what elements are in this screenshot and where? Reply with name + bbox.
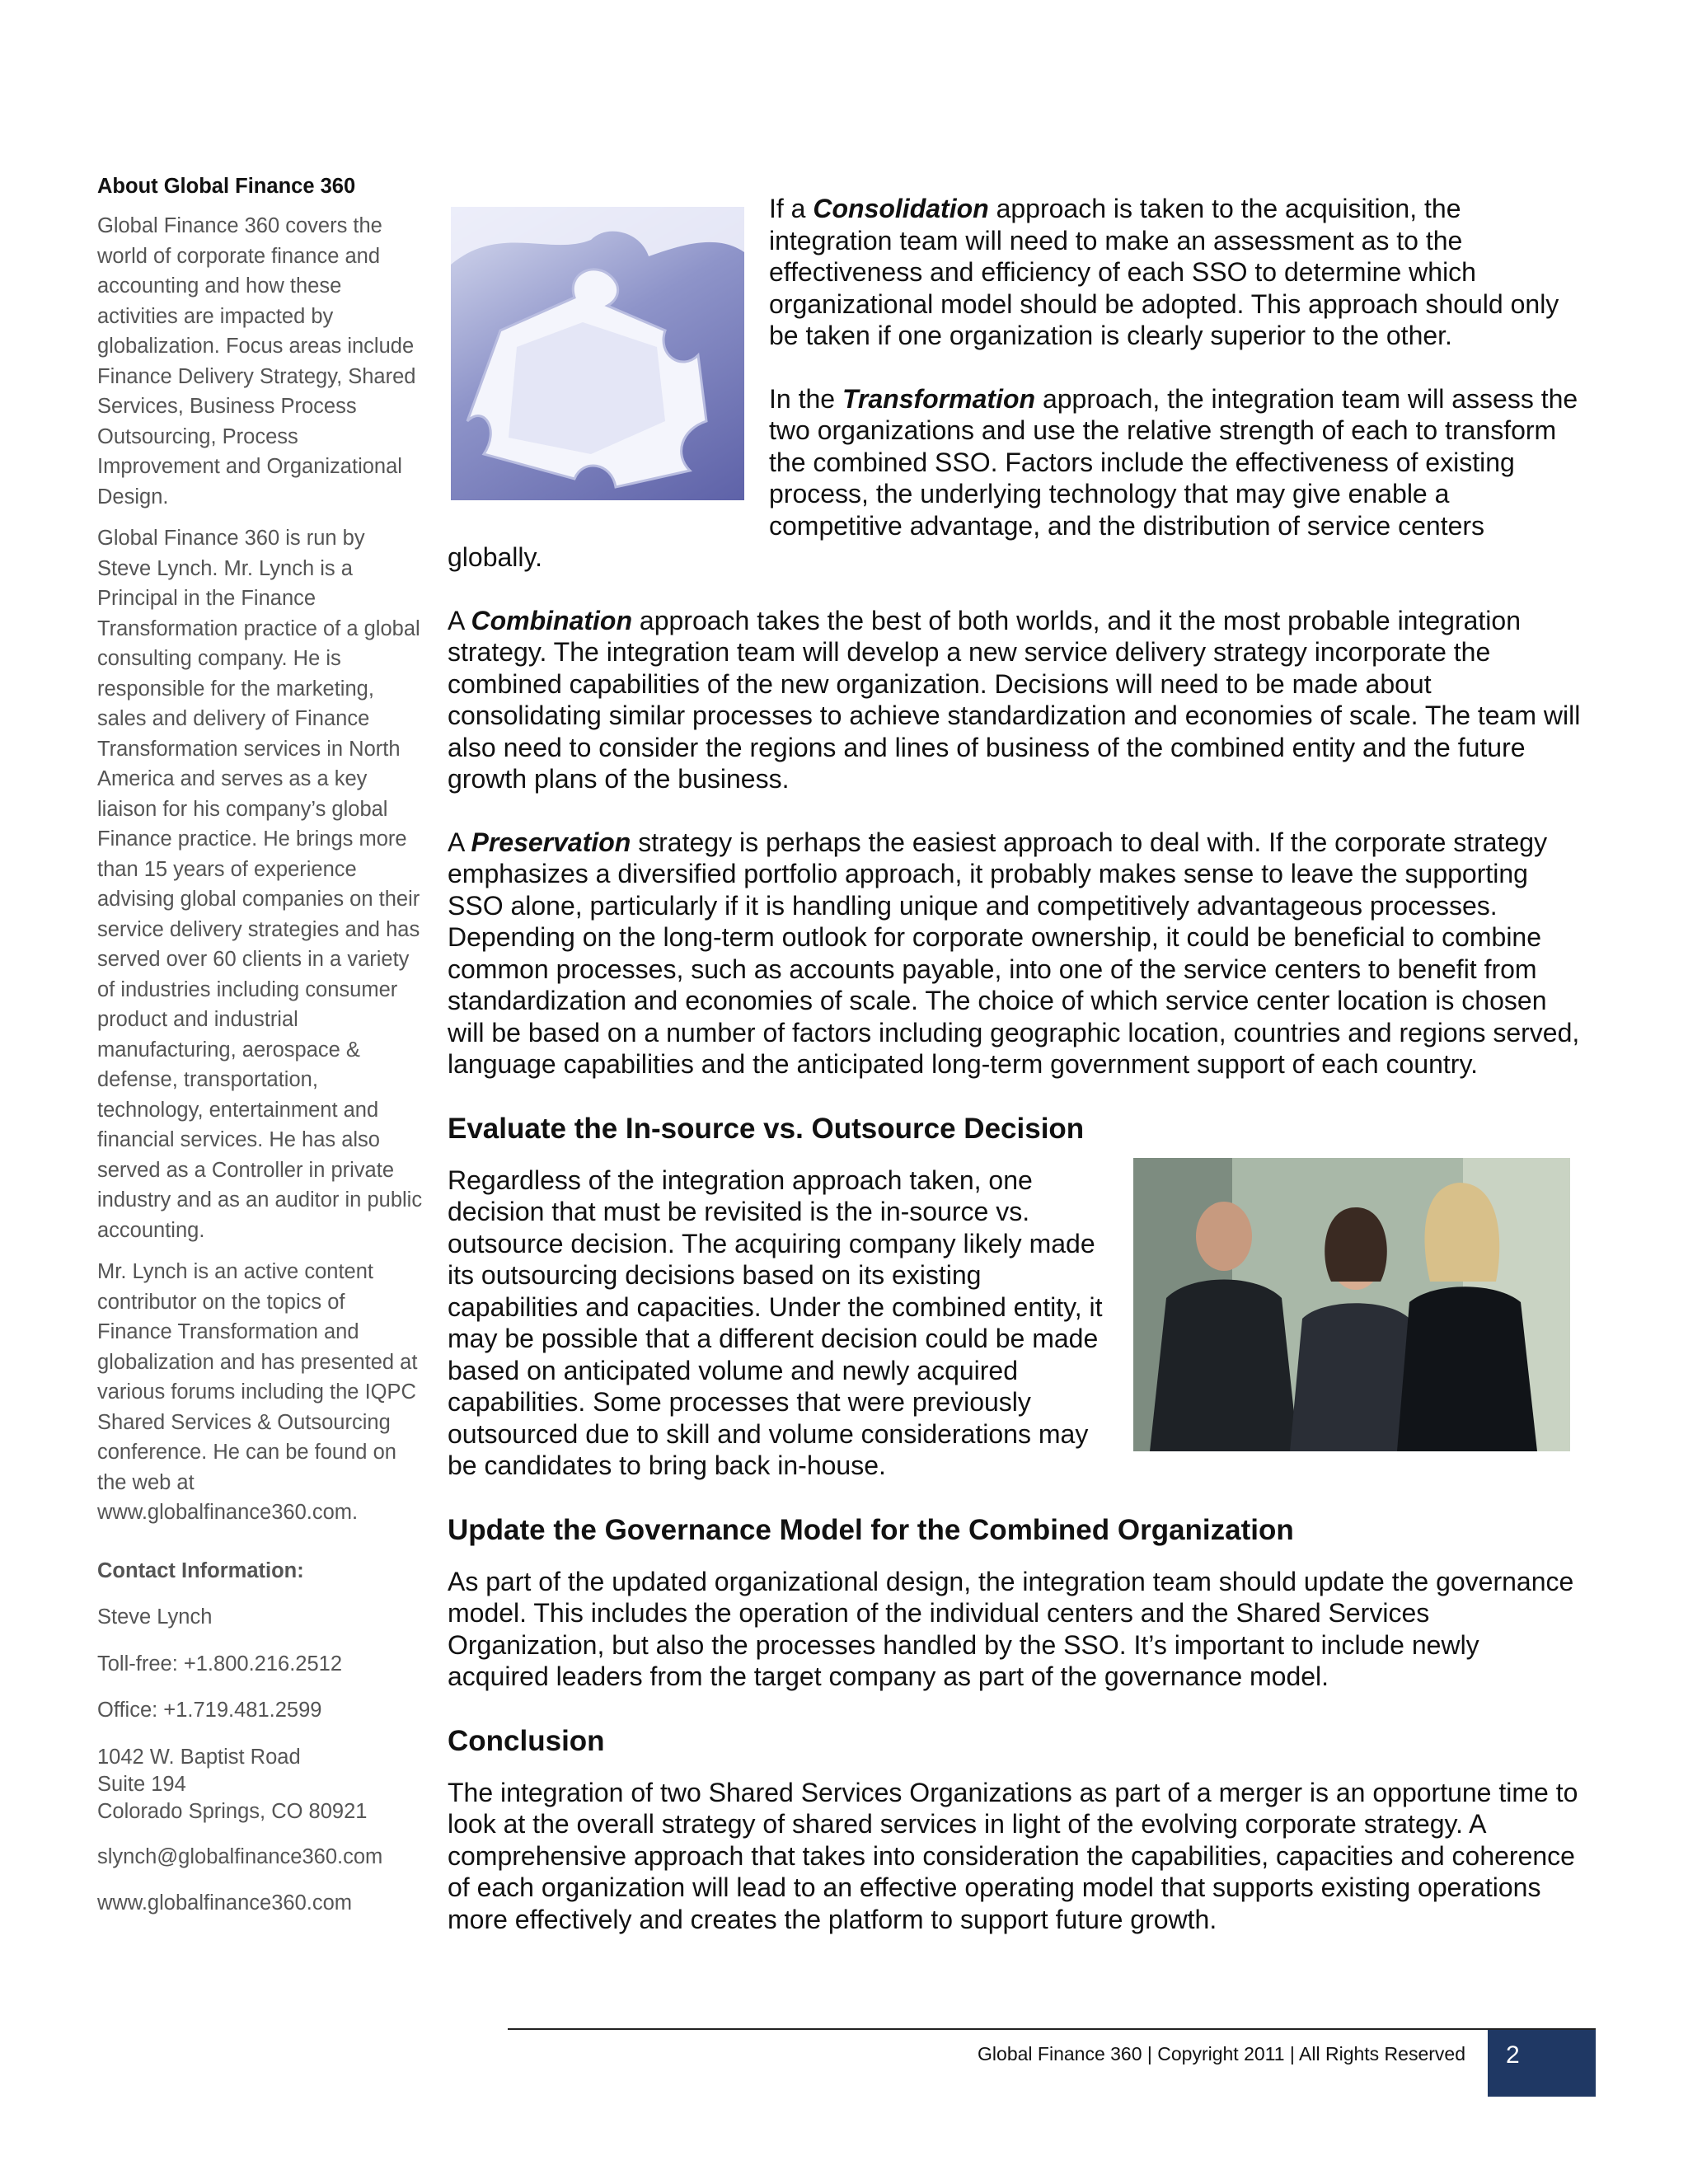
contact-office: Office: +1.719.481.2599 <box>97 1699 322 1722</box>
contact-website[interactable]: www.globalfinance360.com <box>97 1891 353 1915</box>
sidebar-bio-paragraph: Global Finance 360 is run by Steve Lynch. Mr. Lynch is a Principal in the Finance Transformation practice of a global consulting company. He is responsible for the marketing, sales and delivery of Finance Transformation services in North America and serves as a key liaison for his company’s global Finance practice. He brings more than 15 years of experience advising global companies on their service delivery strategies and has served over 60 clients in a variety of industries including consumer product and industrial manufacturing, aerospace & defense, transportation, technology, entertainment and financial services. He has also served as a Controller in private industry and as an auditor in public accounting. <box>97 527 423 1242</box>
transformation-term: Transformation <box>842 383 1036 414</box>
people-icon <box>1133 1158 1570 1451</box>
section-heading-insource: Evaluate the In-source vs. Outsource Decision <box>448 1112 1085 1145</box>
puzzle-piece-icon <box>451 207 744 500</box>
sidebar-title: About Global Finance 360 <box>97 175 356 198</box>
contact-email[interactable]: slynch@globalfinance360.com <box>97 1844 383 1868</box>
transformation-paragraph: In the Transformation approach, the integration team will assess the two organizations and use the relative strength of each to transform the combined SSO. Factors include the effectiveness of existing process, the underlying technology that may give enable a competitive advantage, and the distribution of service centers globally. <box>448 383 1578 572</box>
address-line-3: Colorado Springs, CO 80921 <box>97 1799 368 1823</box>
insource-paragraph: Regardless of the integration approach taken, one decision that must be revisited is the in-source vs. outsource decision. The acquiring company likely made its outsourcing decisions based on its existing capabilities and capacities. Under the combined entity, it may be possible that a different decision could be made based on anticipated volume and newly acquired capabilities. Some processes that were previously outsourced due to skill and volume considerations may be candidates to bring back in-house. <box>448 1165 1103 1480</box>
contact-address <box>97 1744 423 1825</box>
contact-name: Steve Lynch <box>97 1605 213 1629</box>
section-heading-governance: Update the Governance Model for the Combined Organization <box>448 1513 1294 1546</box>
consolidation-paragraph: If a Consolidation approach is taken to the acquisition, the integration team will need to make an assessment as to the effectiveness and efficiency of each SSO to determine which organizational model should be adopted. This approach should only be taken if one organization is clearly superior to the other. <box>769 194 1559 350</box>
conclusion-paragraph: The integration of two Shared Services Organizations as part of a merger is an opportune time to look at the overall strategy of shared services in light of the evolving corporate strategy. A comprehensive approach that takes into consideration the capabilities, capacities and coherence of each organization will lead to an effective operating model that supports existing operations more effectively and creates the platform to support future growth. <box>448 1777 1578 1934</box>
sidebar-about-paragraph: Global Finance 360 covers the world of corporate finance and accounting and how these activities are impacted by globalization. Focus areas include Finance Delivery Strategy, Shared Services, Business Process Outsourcing, Process Improvement and Organizational Design. <box>97 214 416 509</box>
governance-paragraph: As part of the updated organizational design, the integration team should update the governance model. This includes the operation of the individual centers and the Shared Services Organization, but also the processes handled by the SSO. It’s important to include newly acquired leaders from the target company as part of the governance model. <box>448 1566 1574 1691</box>
combination-term: Combination <box>471 605 632 635</box>
preservation-paragraph: A Preservation strategy is perhaps the easiest approach to deal with. If the corporate strategy emphasizes a diversified portfolio approach, it probably makes sense to leave the supporting SSO alone, particularly if it is handling unique and competitively advantageous processes. Depending on the long-term outlook for corporate ownership, it could be beneficial to combine common processes, such as accounts payable, into one of the service centers to benefit from standardization and economies of scale. The choice of which service center location is chosen will be based on a number of factors including geographic location, countries and regions served, language capabilities and the anticipated long-term government support of each country. <box>448 827 1580 1079</box>
contact-tollfree: Toll-free: +1.800.216.2512 <box>97 1652 343 1675</box>
address-line-2: Suite 194 <box>97 1772 186 1796</box>
sidebar <box>97 173 423 1935</box>
footer-copyright: Global Finance 360 | Copyright 2011 | All Rights Reserved <box>978 2043 1465 2064</box>
footer-divider <box>508 2028 1596 2030</box>
main-content <box>448 193 1585 1966</box>
consolidation-term: Consolidation <box>813 194 989 223</box>
section-heading-conclusion: Conclusion <box>448 1724 605 1757</box>
preservation-term: Preservation <box>471 827 631 857</box>
puzzle-image <box>451 207 744 500</box>
sidebar-contributor-paragraph: Mr. Lynch is an active content contributor on the topics of Finance Transformation and globalization and has presented at various forums including the IQPC Shared Services & Outsourcing conference. He can be found on the web at www.globalfinance360.com. <box>97 1260 418 1524</box>
address-line-1: 1042 W. Baptist Road <box>97 1745 301 1769</box>
page-number-badge <box>1488 2030 1596 2097</box>
business-meeting-image <box>1133 1158 1570 1451</box>
combination-paragraph: A Combination approach takes the best of both worlds, and it the most probable integration strategy. The integration team will develop a new service delivery strategy incorporate the combined capabilities of the new organization. Decisions will need to be made about consolidating similar processes to achieve standardization and economies of scale. The team will also need to consider the regions and lines of business of the combined entity and the future growth plans of the business. <box>448 605 1581 794</box>
page-number: 2 <box>1506 2041 1520 2069</box>
contact-heading: Contact Information: <box>97 1558 304 1582</box>
